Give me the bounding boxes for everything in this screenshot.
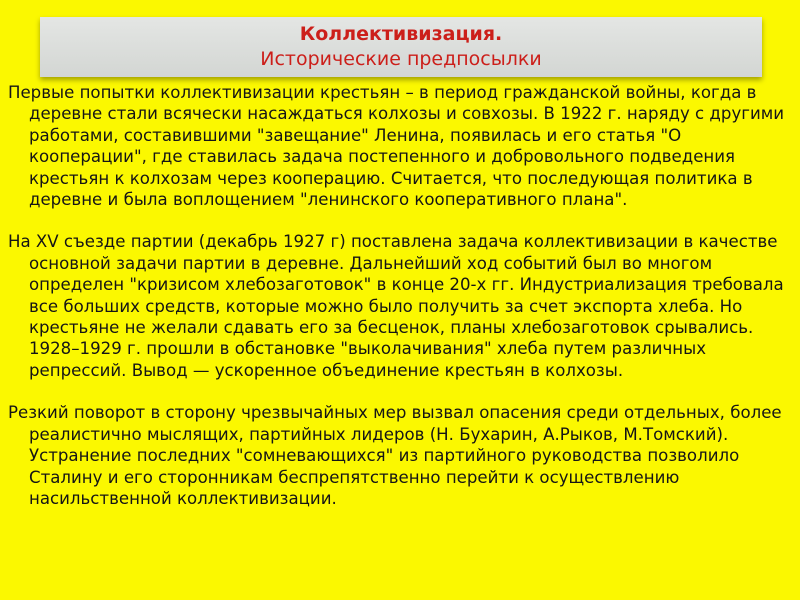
paragraph-3: Резкий поворот в сторону чрезвычайных мер вызвал опасения среди отдельных, более реалистично мыслящих, партийных лидеров (Н. Бухарин, А.Рыков, М.Томский). Устранение последних "сомневающихся" из партийного руководства позволило Сталину и его сторонникам беспрепятственно перейти к осуществлению насильственной коллективизации. (8, 403, 782, 508)
slide-subtitle: Исторические предпосылки (260, 48, 542, 70)
slide-title: Коллективизация. (299, 23, 503, 45)
body-text (8, 82, 794, 530)
title-box (40, 17, 762, 77)
paragraph-2: На XV съезде партии (декабрь 1927 г) поставлена задача коллективизации в качестве основной задачи партии в деревне. Дальнейший ход событий был во многом определен "кризисом хлебозаготовок" в конце 20-х гг. Индустриализация требовала все больших средств, которые можно было получить за счет экспорта хлеба. Но крестьяне не желали сдавать его за бесценок, планы хлебозаготовок срывались. 1928–1929 г. прошли в обстановке "выколачивания" хлеба путем различных репрессий. Вывод — ускоренное объединение крестьян в колхозы. (8, 232, 784, 380)
paragraph-1: Первые попытки коллективизации крестьян – в период гражданской войны, когда в деревне стали всячески насаждаться колхозы и совхозы. В 1922 г. наряду с другими работами, составившими "завещание" Ленина, появилась и его статья "О кооперации", где ставилась задача постепенного и добровольного подведения крестьян к колхозам через кооперацию. Считается, что последующая политика в деревне и была воплощением "ленинского кооперативного плана". (8, 83, 785, 210)
